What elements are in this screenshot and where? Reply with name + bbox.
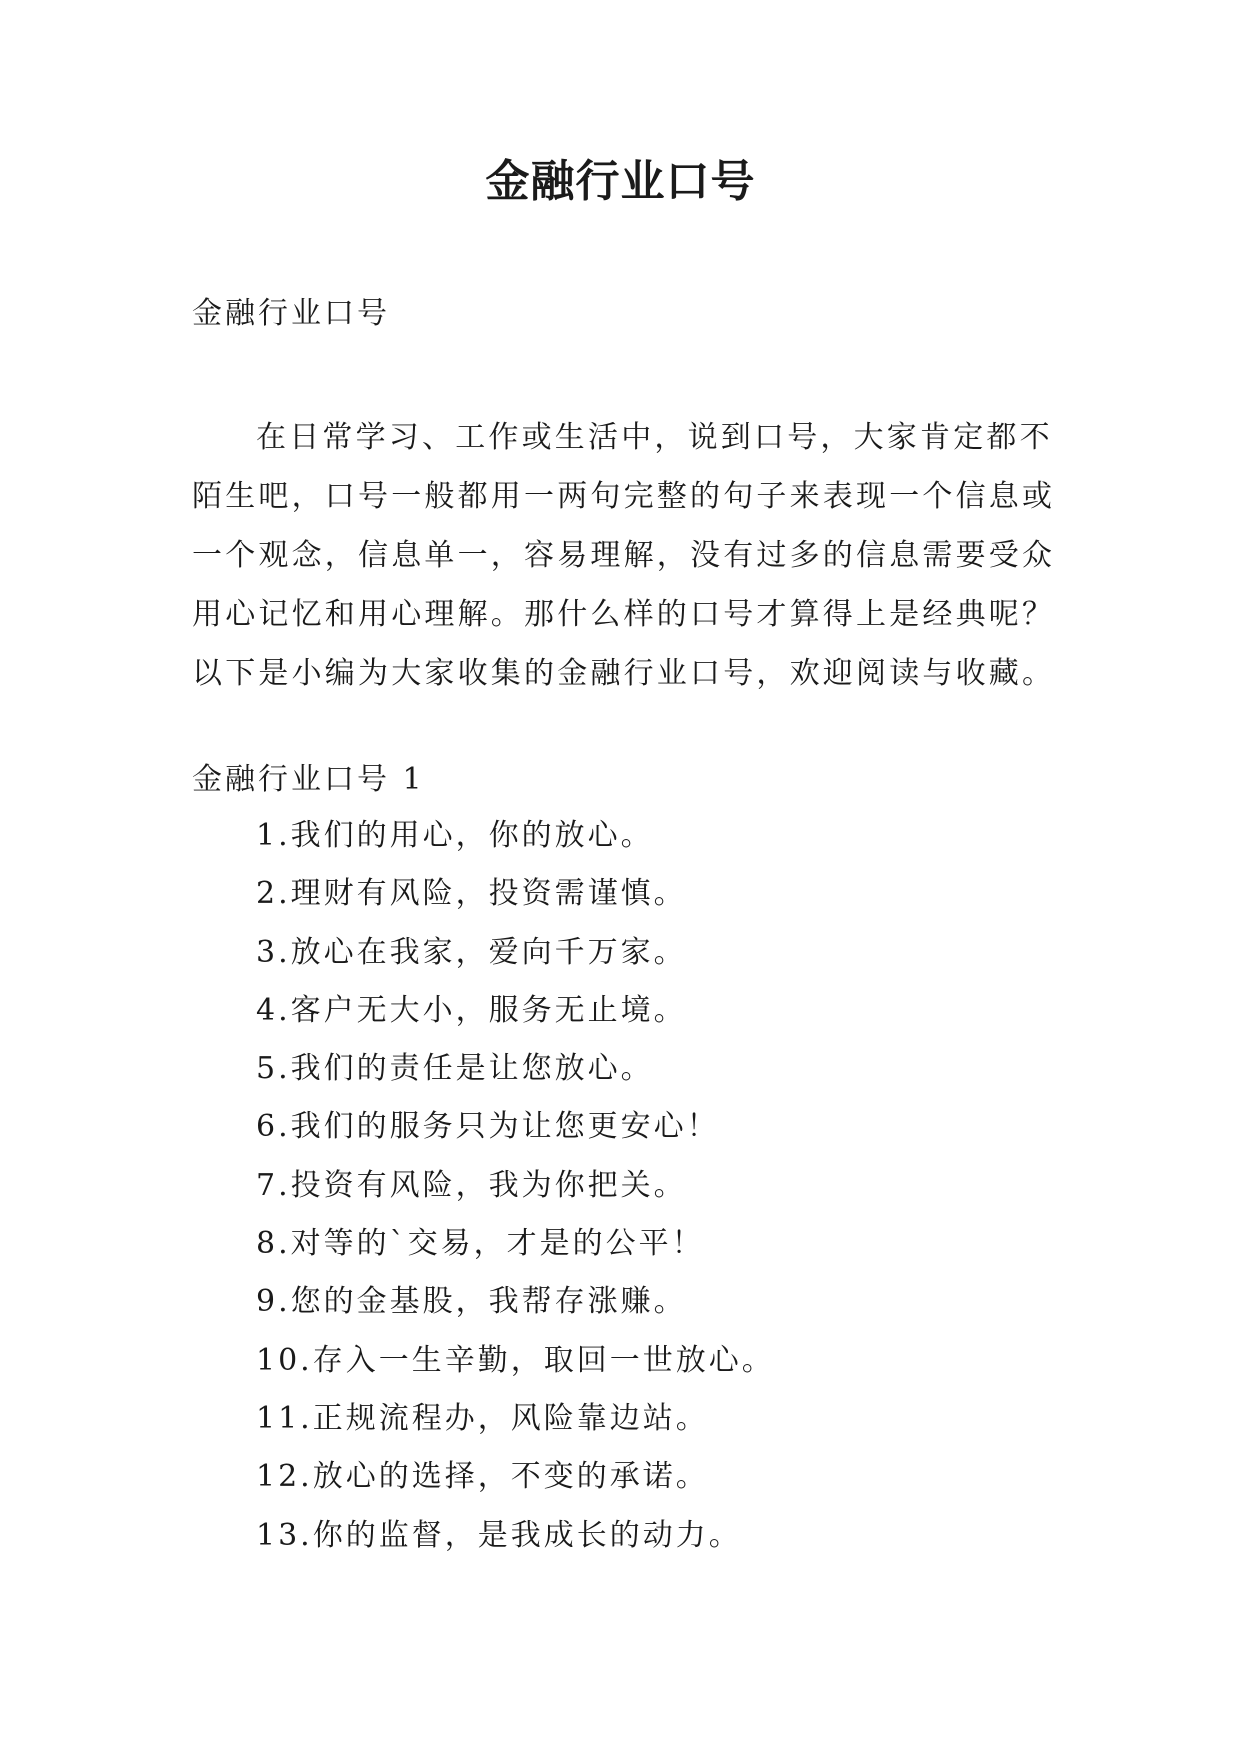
intro-line: 陌生吧，口号一般都用一两句完整的句子来表现一个信息或 — [192, 479, 1056, 514]
slogan-item: 3.放心在我家，爱向千万家。 — [256, 934, 687, 970]
slogan-list — [256, 814, 775, 1572]
slogan-item: 10.存入一生辛勤，取回一世放心。 — [256, 1342, 775, 1378]
slogan-item: 12.放心的选择，不变的承诺。 — [256, 1459, 709, 1495]
document-title: 金融行业口号 — [485, 156, 756, 207]
slogan-item: 5.我们的责任是让您放心。 — [256, 1051, 654, 1087]
slogan-item: 2.理财有风险，投资需谨慎。 — [256, 876, 687, 912]
section-heading: 金融行业口号 1 — [192, 762, 425, 797]
slogan-item: 8.对等的`交易，才是的公平！ — [256, 1226, 705, 1262]
slogan-item: 6.我们的服务只为让您更安心！ — [256, 1109, 720, 1145]
intro-line: 一个观念，信息单一，容易理解，没有过多的信息需要受众 — [192, 538, 1056, 573]
intro-line: 在日常学习、工作或生活中，说到口号，大家肯定都不 — [256, 420, 1053, 455]
slogan-item: 11.正规流程办，风险靠边站。 — [256, 1400, 709, 1436]
slogan-item: 7.投资有风险，我为你把关。 — [256, 1167, 687, 1203]
slogan-item: 9.您的金基股，我帮存涨赚。 — [256, 1284, 687, 1320]
slogan-item: 1.我们的用心，你的放心。 — [256, 818, 654, 853]
document-subtitle: 金融行业口号 — [192, 296, 390, 331]
slogan-item: 13.你的监督，是我成长的动力。 — [256, 1517, 742, 1553]
intro-line: 以下是小编为大家收集的金融行业口号，欢迎阅读与收藏。 — [192, 656, 1056, 691]
intro-paragraph — [192, 408, 1072, 703]
intro-line: 用心记忆和用心理解。那什么样的口号才算得上是经典呢？ — [192, 597, 1056, 632]
slogan-item: 4.客户无大小，服务无止境。 — [256, 992, 687, 1028]
